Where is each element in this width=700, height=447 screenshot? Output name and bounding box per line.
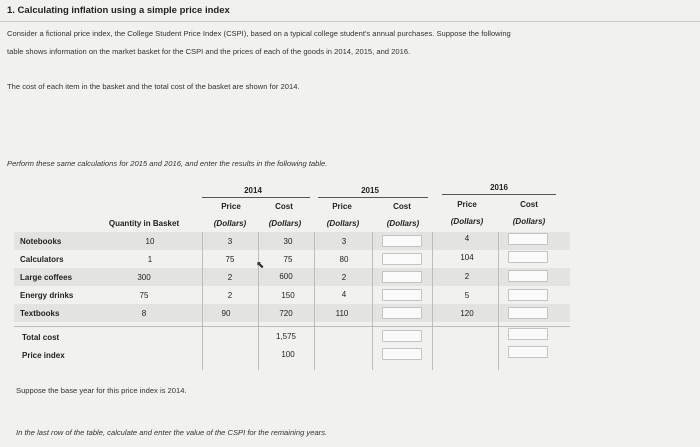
col-separator [314,232,315,370]
cost-2015-textbooks-input[interactable] [382,307,422,319]
price-index-2016-input[interactable] [508,346,548,358]
price-index-label: Price index [22,351,65,360]
total-cost-2016-input[interactable] [508,328,548,340]
price-2015-calculators: 80 [339,255,349,264]
price-2014-calculators: 75 [225,255,235,264]
cost-note: The cost of each item in the basket and the total cost of the basket are shown for 2014. [7,82,300,91]
col-cost-2014: Cost [275,202,293,211]
col-unit-cost-2015: (Dollars) [386,219,420,228]
total-cost-label: Total cost [22,333,60,342]
year-2014-underline [202,197,310,198]
col-separator [498,232,499,370]
total-cost-2014: 1,575 [275,332,297,341]
perform-note: Perform these same calculations for 2015 and 2016, and enter the results in the following table. [7,159,328,168]
cost-2015-notebooks-input[interactable] [382,235,422,247]
col-price-2016: Price [457,200,477,209]
price-2014-energy-drinks: 2 [227,291,233,300]
price-2016-large-coffees: 2 [464,272,470,281]
price-2014-textbooks: 90 [221,309,231,318]
cost-2014-energy-drinks: 150 [281,291,295,300]
base-year-note: Suppose the base year for this price index is 2014. [16,386,187,395]
col-quantity: Quantity in Basket [108,219,180,228]
year-2014-header: 2014 [244,186,262,195]
price-index-2014: 100 [281,350,295,359]
cost-2016-textbooks-input[interactable] [508,307,548,319]
question-title: 1. Calculating inflation using a simple price index [7,5,230,16]
col-cost-2015: Cost [393,202,411,211]
col-separator [432,232,433,370]
price-2014-large-coffees: 2 [227,273,233,282]
row-label-large-coffees: Large coffees [20,273,73,282]
cost-2015-large-coffees-input[interactable] [382,271,422,283]
price-2014-notebooks: 3 [227,237,233,246]
col-separator [372,232,373,370]
col-price-2015: Price [332,202,352,211]
cost-2014-notebooks: 30 [283,237,293,246]
row-label-calculators: Calculators [20,255,64,264]
qty-textbooks: 8 [141,309,147,318]
price-2015-textbooks: 110 [335,309,349,318]
col-unit-cost-2016: (Dollars) [512,217,546,226]
price-2016-textbooks: 120 [460,309,474,318]
year-2016-underline [442,194,556,195]
cost-2016-calculators-input[interactable] [508,251,548,263]
cost-2015-energy-drinks-input[interactable] [382,289,422,301]
col-separator [202,232,203,370]
col-price-2014: Price [221,202,241,211]
cost-2014-textbooks: 720 [279,309,293,318]
last-row-note: In the last row of the table, calculate and enter the value of the CSPI for the remaining years. [16,428,328,437]
qty-energy-drinks: 75 [139,291,149,300]
qty-large-coffees: 300 [137,273,151,282]
qty-notebooks: 10 [145,237,155,246]
year-2015-header: 2015 [361,186,379,195]
year-2015-underline [318,197,428,198]
cost-2014-large-coffees: 600 [279,272,293,281]
qty-calculators: 1 [147,255,153,264]
cost-2016-large-coffees-input[interactable] [508,270,548,282]
cost-2016-notebooks-input[interactable] [508,233,548,245]
col-cost-2016: Cost [520,200,538,209]
intro-text-line1: Consider a fictional price index, the College Student Price Index (CSPI), based on a typical college student's annual purchases. Suppose the following [7,29,511,38]
col-unit-price-2014: (Dollars) [213,219,247,228]
total-cost-2015-input[interactable] [382,330,422,342]
totals-divider [14,326,570,327]
cost-2015-calculators-input[interactable] [382,253,422,265]
col-unit-price-2016: (Dollars) [450,217,484,226]
intro-text-line2: table shows information on the market basket for the CSPI and the prices of each of the goods in 2014, 2015, and 2016. [7,47,411,56]
cost-2014-calculators: 75 [283,255,293,264]
col-unit-price-2015: (Dollars) [326,219,360,228]
col-unit-cost-2014: (Dollars) [268,219,302,228]
price-2016-notebooks: 4 [464,234,470,243]
row-label-energy-drinks: Energy drinks [20,291,74,300]
price-2015-large-coffees: 2 [341,273,347,282]
price-2015-notebooks: 3 [341,237,347,246]
title-divider [0,21,700,22]
price-2016-energy-drinks: 5 [464,291,470,300]
price-index-2015-input[interactable] [382,348,422,360]
col-separator [258,232,259,370]
price-2015-energy-drinks: 4 [341,290,347,299]
row-label-notebooks: Notebooks [20,237,62,246]
cost-2016-energy-drinks-input[interactable] [508,289,548,301]
row-label-textbooks: Textbooks [20,309,60,318]
mouse-cursor-icon: ⬉ [256,260,265,271]
year-2016-header: 2016 [490,183,508,192]
price-2016-calculators: 104 [460,253,474,262]
